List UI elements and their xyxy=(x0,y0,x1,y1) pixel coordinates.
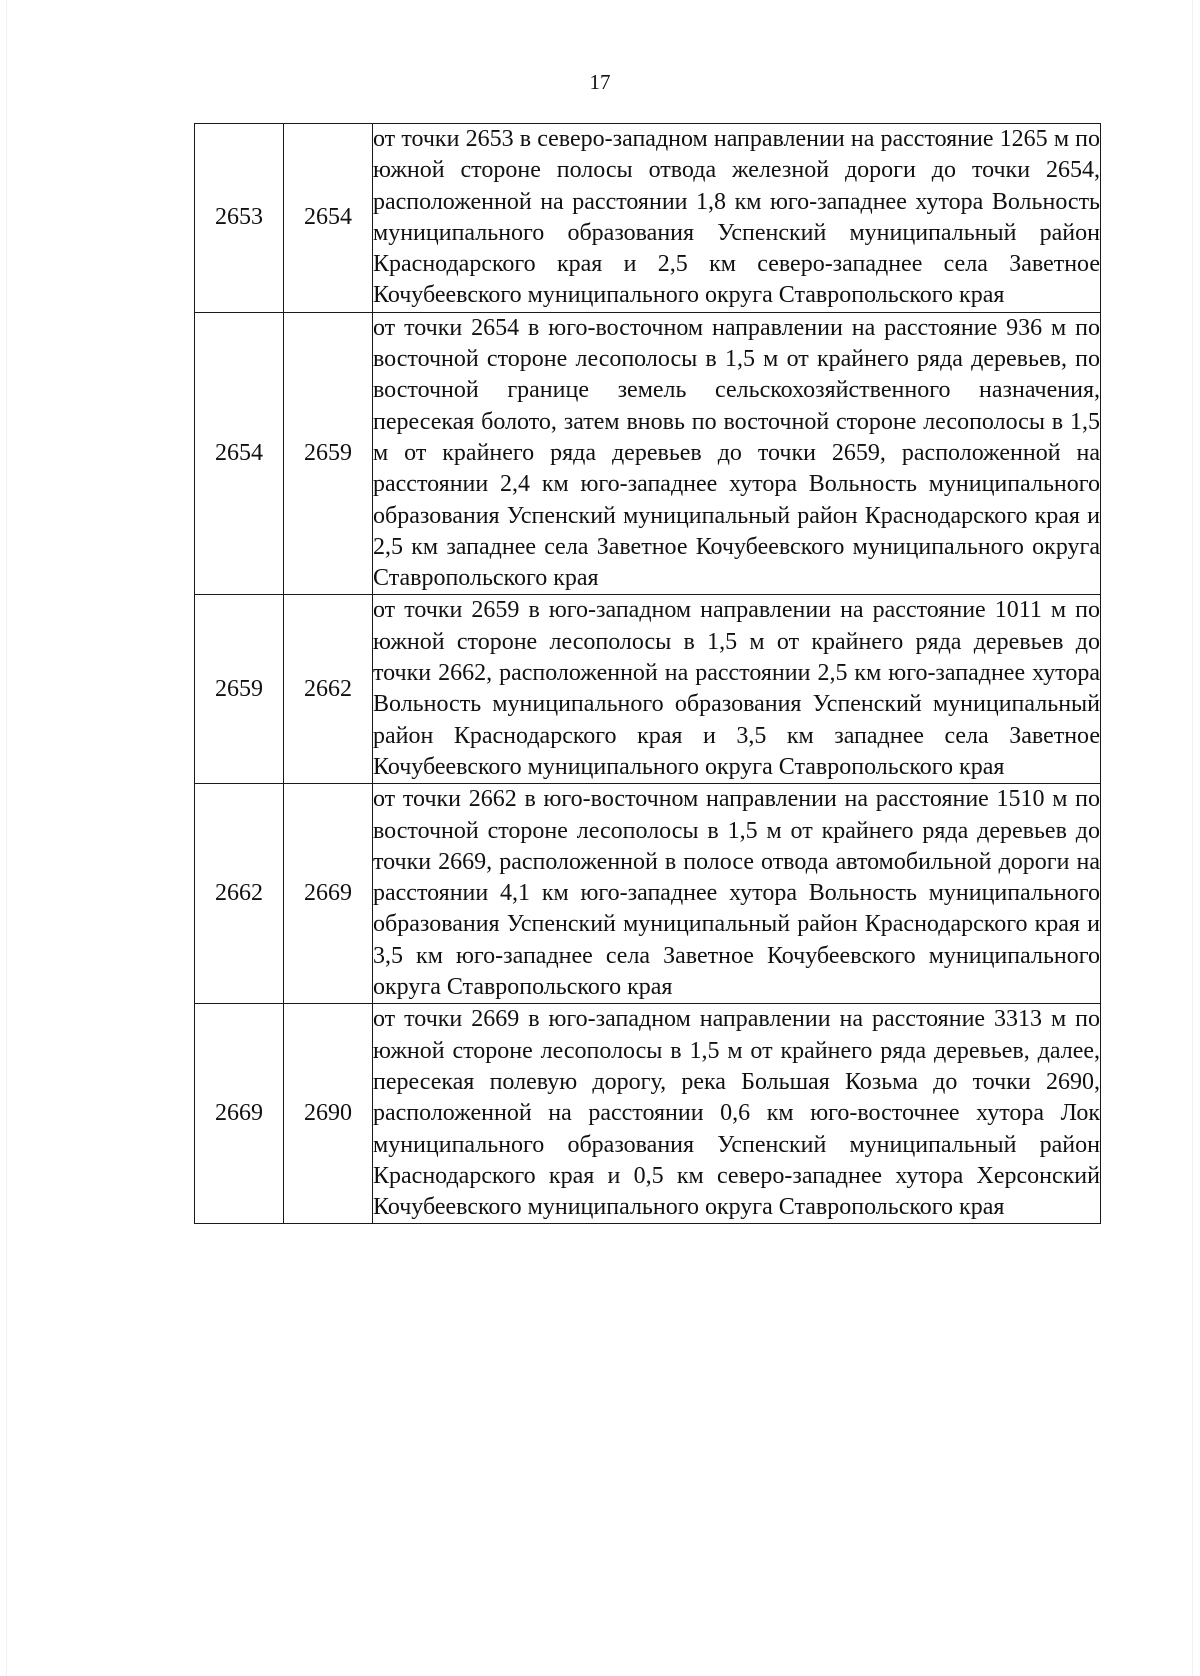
end-point-cell: 2690 xyxy=(284,1004,373,1224)
scan-edge-left xyxy=(6,0,7,1676)
end-point-cell: 2662 xyxy=(284,595,373,784)
end-point-cell: 2654 xyxy=(284,124,373,313)
start-point-cell: 2662 xyxy=(195,784,284,1004)
boundary-table xyxy=(194,123,1101,1224)
boundary-description-cell: от точки 2662 в юго-восточном направлении на расстояние 1510 м по восточной стороне лесополосы в 1,5 м от крайнего ряда деревьев до точки 2669, расположенной в полосе отвода автомобильной дороги на расстоянии 4,1 км юго-западнее хутора Вольность муниципального образования Успенский муниципальный район Краснодарского края и 3,5 км юго-западнее села Заветное Кочубеевского муниципального округа Ставропольского края xyxy=(373,784,1101,1004)
scan-edge-right xyxy=(1192,0,1193,1676)
table-row xyxy=(195,124,1101,313)
page-number: 17 xyxy=(589,70,611,94)
table-row xyxy=(195,1004,1101,1224)
table-row xyxy=(195,784,1101,1004)
boundary-description-cell: от точки 2659 в юго-западном направлении на расстояние 1011 м по южной стороне лесополосы в 1,5 м от крайнего ряда деревьев до точки 2662, расположенной на расстоянии 2,5 км юго-западнее хутора Вольность муниципального образования Успенский муниципальный район Краснодарского края и 3,5 км западнее села Заветное Кочубеевского муниципального округа Ставропольского края xyxy=(373,595,1101,784)
start-point-cell: 2654 xyxy=(195,312,284,595)
boundary-description-cell: от точки 2669 в юго-западном направлении на расстояние 3313 м по южной стороне лесополосы в 1,5 м от крайнего ряда деревьев, далее, пересекая полевую дорогу, река Большая Козьма до точки 2690, расположенной на расстоянии 0,6 км юго-восточнее хутора Лок муниципального образования Успенский муниципальный район Краснодарского края и 0,5 км северо-западнее хутора Херсонский Кочубеевского муниципального округа Ставропольского края xyxy=(373,1004,1101,1224)
end-point-cell: 2659 xyxy=(284,312,373,595)
end-point-cell: 2669 xyxy=(284,784,373,1004)
start-point-cell: 2659 xyxy=(195,595,284,784)
table-row xyxy=(195,312,1101,595)
boundary-description-cell: от точки 2653 в северо-западном направлении на расстояние 1265 м по южной стороне полосы отвода железной дороги до точки 2654, расположенной на расстоянии 1,8 км юго-западнее хутора Вольность муниципального образования Успенский муниципальный район Краснодарского края и 2,5 км северо-западнее села Заветное Кочубеевского муниципального округа Ставропольского края xyxy=(373,124,1101,313)
start-point-cell: 2653 xyxy=(195,124,284,313)
start-point-cell: 2669 xyxy=(195,1004,284,1224)
boundary-description-cell: от точки 2654 в юго-восточном направлении на расстояние 936 м по восточной стороне лесополосы в 1,5 м от крайнего ряда деревьев, по восточной границе земель сельскохозяйственного назначения, пересекая болото, затем вновь по восточной стороне лесополосы в 1,5 м от крайнего ряда деревьев до точки 2659, расположенной на расстоянии 2,4 км юго-западнее хутора Вольность муниципального образования Успенский муниципальный район Краснодарского края и 2,5 км западнее села Заветное Кочубеевского муниципального округа Ставропольского края xyxy=(373,312,1101,595)
table-row xyxy=(195,595,1101,784)
